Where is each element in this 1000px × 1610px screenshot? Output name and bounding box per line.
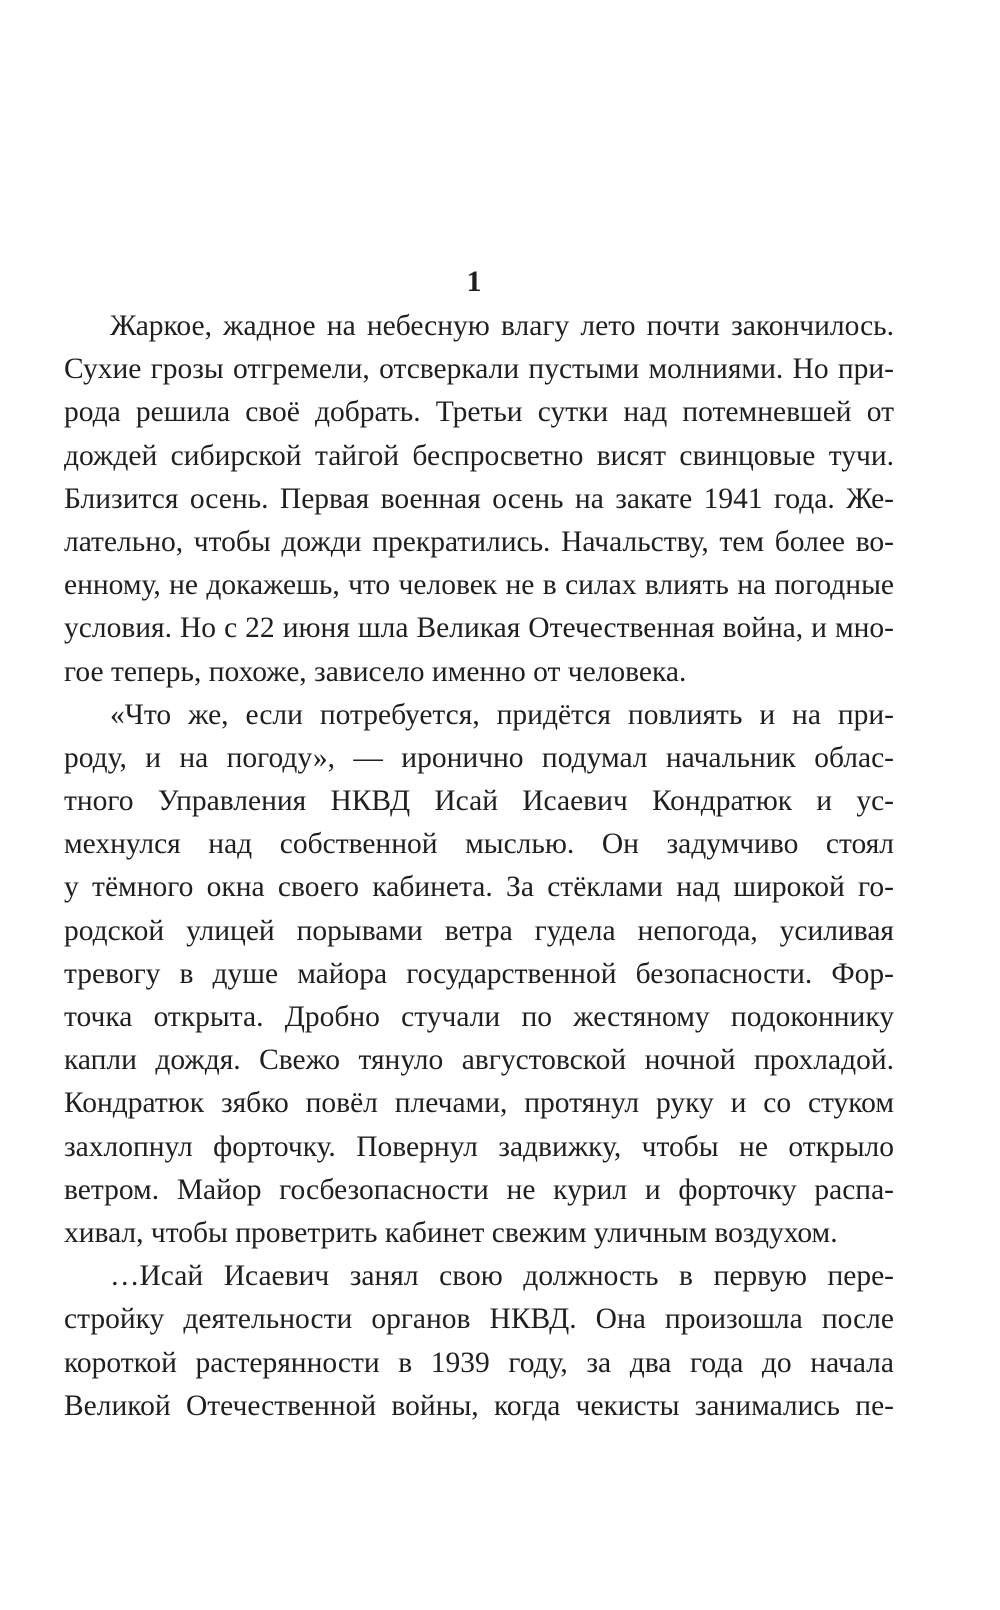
text-line: точка открыта. Дробно стучали по жестяному подоконнику: [64, 1001, 894, 1033]
text-line: ветром. Майор госбезопасности не курил и форточку распа-: [64, 1173, 894, 1206]
text-line: дождей сибирской тайгой беспросветно висят свинцовые тучи.: [64, 439, 894, 472]
text-line: роду, и на погоду», — иронично подумал начальник облас-: [64, 741, 894, 774]
text-line: условия. Но с 22 июня шла Великая Отечественная война, и мно-: [64, 612, 894, 645]
chapter-number: 1: [466, 265, 482, 298]
text-line: родской улицей порывами ветра гудела непогода, усиливая: [64, 914, 894, 947]
text-line: Кондратюк зябко повёл плечами, протянул руку и со стуком: [64, 1087, 894, 1120]
text-line: Великой Отечественной войны, когда чекисты занимались пе-: [64, 1389, 894, 1422]
text-line: Жаркое, жадное на небесную влагу лето почти закончилось.: [110, 310, 894, 342]
text-line: капли дождя. Свежо тянуло августовской ночной прохладой.: [64, 1044, 894, 1077]
text-line: хивал, чтобы проветрить кабинет свежим уличным воздухом.: [64, 1216, 838, 1249]
text-line: …Исай Исаевич занял свою должность в первую пере-: [110, 1260, 894, 1293]
body-text: [64, 305, 894, 1428]
text-line: рода решила своё добрать. Третьи сутки над потемневшей от: [64, 396, 894, 429]
text-line: Сухие грозы отгремели, отсверкали пустыми молниями. Но при-: [64, 353, 894, 386]
text-line: у тёмного окна своего кабинета. За стёклами над широкой го-: [64, 871, 894, 904]
text-line: лательно, чтобы дожди прекратились. Начальству, тем более во-: [64, 525, 894, 558]
text-line: «Что же, если потребуется, придётся повлиять и на при-: [110, 698, 894, 731]
text-line: захлопнул форточку. Повернул задвижку, чтобы не открыло: [64, 1130, 894, 1163]
text-line: стройку деятельности органов НКВД. Она произошла после: [64, 1303, 894, 1336]
text-line: короткой растерянности в 1939 году, за два года до начала: [64, 1346, 894, 1379]
text-line: Близится осень. Первая военная осень на закате 1941 года. Же-: [64, 482, 894, 515]
text-line: тревогу в душе майора государственной безопасности. Фор-: [64, 957, 894, 990]
text-line: тного Управления НКВД Исай Исаевич Кондратюк и ус-: [64, 785, 894, 818]
text-line: гое теперь, похоже, зависело именно от человека.: [64, 655, 687, 688]
text-line: мехнулся над собственной мыслью. Он задумчиво стоял: [64, 828, 894, 861]
text-line: енному, не докажешь, что человек не в силах влиять на погодные: [64, 569, 894, 602]
